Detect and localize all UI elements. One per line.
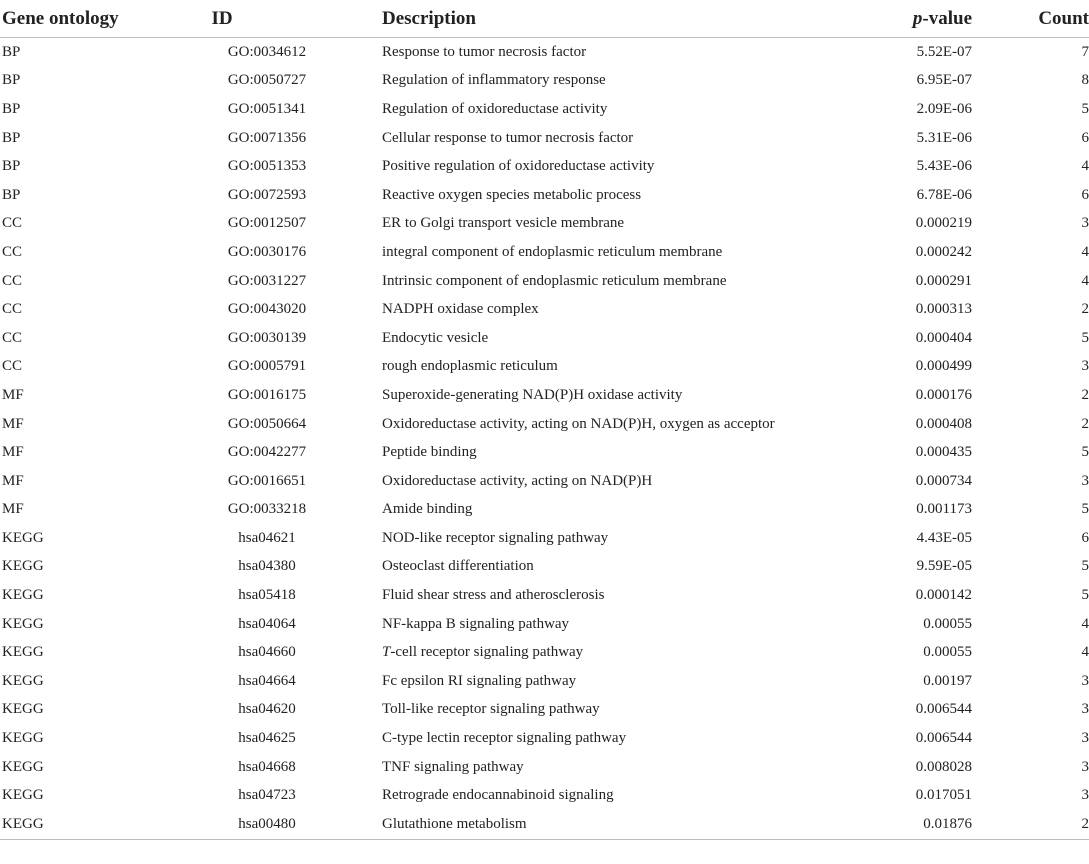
table-row xyxy=(0,810,1089,839)
table-row xyxy=(0,210,1089,239)
cell-ontology: BP xyxy=(2,72,21,89)
cell-description xyxy=(382,295,822,324)
cell-description xyxy=(382,553,822,582)
cell-description-text: NADPH oxidase complex xyxy=(382,301,539,318)
cell-id: hsa04620 xyxy=(238,701,296,718)
cell-pvalue: 0.000734 xyxy=(915,472,972,489)
cell-id: hsa05418 xyxy=(238,587,296,604)
cell-pvalue: 0.017051 xyxy=(915,787,972,804)
cell-description-text: Endocytic vesicle xyxy=(382,329,489,346)
cell-description xyxy=(382,467,822,496)
cell-id: hsa04660 xyxy=(238,644,296,661)
cell-description-text: Toll-like receptor signaling pathway xyxy=(382,701,600,718)
cell-ontology: KEGG xyxy=(2,787,44,804)
cell-description-text: Fluid shear stress and atherosclerosis xyxy=(382,587,605,604)
cell-description-text: C-type lectin receptor signaling pathway xyxy=(382,730,627,747)
cell-ontology: KEGG xyxy=(2,672,44,689)
cell-pvalue: 6.78E-06 xyxy=(916,186,972,203)
cell-description-italic: T xyxy=(382,644,391,661)
table-row xyxy=(0,610,1089,639)
cell-description xyxy=(382,724,822,753)
header-id xyxy=(152,0,382,38)
cell-pvalue: 4.43E-05 xyxy=(916,529,972,546)
cell-ontology: BP xyxy=(2,186,21,203)
cell-ontology: MF xyxy=(2,444,24,461)
cell-description xyxy=(382,753,822,782)
table-row xyxy=(0,667,1089,696)
table-body xyxy=(0,38,1089,840)
cell-count: 4 xyxy=(1081,243,1089,260)
cell-description xyxy=(382,324,822,353)
table-row xyxy=(0,238,1089,267)
cell-description xyxy=(382,381,822,410)
table-row xyxy=(0,581,1089,610)
cell-pvalue: 0.006544 xyxy=(915,730,972,747)
cell-ontology: CC xyxy=(2,272,23,289)
cell-count: 6 xyxy=(1081,529,1089,546)
table-header xyxy=(0,0,1089,38)
cell-count: 4 xyxy=(1081,272,1089,289)
cell-ontology: CC xyxy=(2,358,23,375)
cell-description-text: Fc epsilon RI signaling pathway xyxy=(382,672,577,689)
cell-count: 5 xyxy=(1081,444,1089,461)
cell-description xyxy=(382,267,822,296)
cell-id: hsa04664 xyxy=(238,672,296,689)
cell-description xyxy=(382,67,822,96)
cell-pvalue: 5.31E-06 xyxy=(916,129,972,146)
cell-count: 3 xyxy=(1081,787,1089,804)
cell-id: GO:0016651 xyxy=(227,472,307,489)
header-gene-ontology: Gene ontology xyxy=(0,0,152,38)
cell-pvalue: 0.008028 xyxy=(915,758,972,775)
cell-ontology: KEGG xyxy=(2,758,44,775)
cell-id: hsa04621 xyxy=(238,529,296,546)
cell-count: 3 xyxy=(1081,215,1089,232)
cell-description xyxy=(382,524,822,553)
cell-count: 3 xyxy=(1081,701,1089,718)
cell-id: GO:0051341 xyxy=(227,100,307,117)
cell-ontology: MF xyxy=(2,501,24,518)
table-row xyxy=(0,353,1089,382)
cell-count: 5 xyxy=(1081,501,1089,518)
cell-id: GO:0050664 xyxy=(227,415,307,432)
cell-count: 5 xyxy=(1081,558,1089,575)
cell-count: 7 xyxy=(1081,43,1089,60)
cell-ontology: CC xyxy=(2,215,23,232)
cell-count: 3 xyxy=(1081,672,1089,689)
cell-pvalue: 0.000408 xyxy=(915,415,972,432)
cell-count: 8 xyxy=(1081,72,1089,89)
cell-pvalue: 0.000499 xyxy=(915,358,972,375)
cell-pvalue: 0.001173 xyxy=(916,501,972,518)
cell-id: hsa04380 xyxy=(238,558,296,575)
cell-description xyxy=(382,438,822,467)
cell-id: GO:0034612 xyxy=(227,43,307,60)
cell-pvalue: 0.00197 xyxy=(923,672,972,689)
cell-count: 2 xyxy=(1081,386,1089,403)
cell-description xyxy=(382,124,822,153)
cell-count: 4 xyxy=(1081,158,1089,175)
table-row xyxy=(0,295,1089,324)
cell-ontology: KEGG xyxy=(2,701,44,718)
cell-count: 6 xyxy=(1081,186,1089,203)
table-row xyxy=(0,696,1089,725)
table-row xyxy=(0,152,1089,181)
cell-pvalue: 0.00055 xyxy=(923,615,972,632)
cell-ontology: KEGG xyxy=(2,558,44,575)
cell-id: GO:0016175 xyxy=(227,386,307,403)
cell-pvalue: 5.43E-06 xyxy=(916,158,972,175)
cell-description xyxy=(382,95,822,124)
cell-pvalue: 0.01876 xyxy=(822,810,972,839)
cell-id: hsa04668 xyxy=(238,758,296,775)
cell-ontology: MF xyxy=(2,415,24,432)
cell-id: GO:0005791 xyxy=(227,358,307,375)
cell-description xyxy=(382,496,822,525)
cell-ontology: BP xyxy=(2,43,21,60)
cell-id: GO:0031227 xyxy=(227,272,307,289)
cell-count: 3 xyxy=(1081,358,1089,375)
cell-description-text: Superoxide-generating NAD(P)H oxidase activity xyxy=(382,386,683,403)
cell-pvalue: 0.000313 xyxy=(915,301,972,318)
cell-description xyxy=(382,238,822,267)
cell-description xyxy=(382,781,822,810)
cell-description-text: Regulation of oxidoreductase activity xyxy=(382,100,608,117)
table-row xyxy=(0,38,1089,67)
cell-ontology: KEGG xyxy=(2,644,44,661)
table-row xyxy=(0,781,1089,810)
cell-pvalue: 0.000291 xyxy=(915,272,972,289)
cell-description-text: Response to tumor necrosis factor xyxy=(382,43,587,60)
cell-description-text: Peptide binding xyxy=(382,444,477,461)
cell-count: 3 xyxy=(1081,758,1089,775)
table-row xyxy=(0,381,1089,410)
cell-description-text: TNF signaling pathway xyxy=(382,758,524,775)
cell-count: 4 xyxy=(1081,615,1089,632)
cell-ontology: BP xyxy=(2,100,21,117)
cell-description-text: Glutathione metabolism xyxy=(382,815,527,832)
cell-pvalue: 0.000219 xyxy=(915,215,972,232)
table-row xyxy=(0,267,1089,296)
table-row xyxy=(0,724,1089,753)
cell-id: GO:0030176 xyxy=(227,243,307,260)
cell-ontology: CC xyxy=(2,243,23,260)
cell-description-text: NOD-like receptor signaling pathway xyxy=(382,529,609,546)
cell-description-text: Oxidoreductase activity, acting on NAD(P)H xyxy=(382,472,653,489)
cell-ontology: BP xyxy=(2,158,21,175)
cell-description-text: Retrograde endocannabinoid signaling xyxy=(382,787,614,804)
cell-count: 6 xyxy=(1081,129,1089,146)
cell-id: hsa04064 xyxy=(238,615,296,632)
table-row xyxy=(0,324,1089,353)
cell-count: 3 xyxy=(1081,472,1089,489)
cell-ontology: KEGG xyxy=(2,529,44,546)
cell-id: hsa04625 xyxy=(238,730,296,747)
cell-description xyxy=(382,353,822,382)
table-row xyxy=(0,410,1089,439)
cell-description xyxy=(382,181,822,210)
cell-pvalue: 0.000176 xyxy=(915,386,972,403)
cell-description-text: Osteoclast differentiation xyxy=(382,558,534,575)
cell-count: 2 xyxy=(972,810,1089,839)
header-pvalue-italic: p xyxy=(912,7,923,29)
header-pvalue-rest: -value xyxy=(922,7,972,29)
cell-description xyxy=(382,667,822,696)
cell-id: GO:0033218 xyxy=(227,501,307,518)
cell-description-text: -cell receptor signaling pathway xyxy=(390,644,584,661)
cell-id: hsa04723 xyxy=(238,787,296,804)
cell-ontology: CC xyxy=(2,329,23,346)
table-row xyxy=(0,67,1089,96)
cell-pvalue: 0.000142 xyxy=(915,587,972,604)
cell-description xyxy=(382,696,822,725)
cell-description xyxy=(382,610,822,639)
cell-ontology: KEGG xyxy=(2,615,44,632)
table-row xyxy=(0,753,1089,782)
table-row xyxy=(0,181,1089,210)
cell-pvalue: 0.000435 xyxy=(915,444,972,461)
cell-description xyxy=(382,410,822,439)
cell-id: GO:0012507 xyxy=(227,215,307,232)
cell-id: GO:0043020 xyxy=(227,301,307,318)
cell-description-text: Oxidoreductase activity, acting on NAD(P)H, oxygen as acceptor xyxy=(382,415,775,432)
cell-id: GO:0072593 xyxy=(227,186,307,203)
table-row xyxy=(0,496,1089,525)
cell-description-text: Positive regulation of oxidoreductase activity xyxy=(382,158,655,175)
cell-ontology: KEGG xyxy=(2,587,44,604)
cell-description-text: Intrinsic component of endoplasmic reticulum membrane xyxy=(382,272,727,289)
cell-count: 4 xyxy=(1081,644,1089,661)
cell-id: GO:0051353 xyxy=(227,158,307,175)
table-row xyxy=(0,124,1089,153)
cell-count: 5 xyxy=(1081,587,1089,604)
cell-description xyxy=(382,581,822,610)
table-row xyxy=(0,524,1089,553)
cell-count: 5 xyxy=(1081,100,1089,117)
table-row xyxy=(0,95,1089,124)
cell-ontology: KEGG xyxy=(2,730,44,747)
cell-ontology: BP xyxy=(2,129,21,146)
cell-description-text: integral component of endoplasmic reticulum membrane xyxy=(382,243,723,260)
header-pvalue xyxy=(822,0,972,38)
cell-description-text: ER to Golgi transport vesicle membrane xyxy=(382,215,625,232)
cell-ontology: MF xyxy=(2,386,24,403)
table-row xyxy=(0,467,1089,496)
table-row xyxy=(0,638,1089,667)
cell-count: 3 xyxy=(1081,730,1089,747)
cell-description xyxy=(382,638,822,667)
cell-id: GO:0030139 xyxy=(227,329,307,346)
cell-pvalue: 6.95E-07 xyxy=(916,72,972,89)
cell-pvalue: 0.000404 xyxy=(915,329,972,346)
cell-description-text: Cellular response to tumor necrosis factor xyxy=(382,129,634,146)
cell-pvalue: 0.006544 xyxy=(915,701,972,718)
header-id-label: ID xyxy=(211,7,233,29)
cell-ontology: KEGG xyxy=(0,810,152,839)
cell-id: GO:0050727 xyxy=(227,72,307,89)
cell-description-text: Reactive oxygen species metabolic process xyxy=(382,186,642,203)
cell-count: 5 xyxy=(1081,329,1089,346)
cell-id: hsa00480 xyxy=(152,810,382,839)
cell-description xyxy=(382,38,822,67)
table-row xyxy=(0,553,1089,582)
cell-description-text: NF-kappa B signaling pathway xyxy=(382,615,570,632)
header-row xyxy=(0,0,1089,38)
cell-id: GO:0071356 xyxy=(227,129,307,146)
cell-pvalue: 2.09E-06 xyxy=(916,100,972,117)
cell-description-text: rough endoplasmic reticulum xyxy=(382,358,558,375)
cell-count: 2 xyxy=(1081,301,1089,318)
cell-ontology: CC xyxy=(2,301,23,318)
cell-id: GO:0042277 xyxy=(227,444,307,461)
cell-description-text: Regulation of inflammatory response xyxy=(382,72,606,89)
cell-pvalue: 0.000242 xyxy=(915,243,972,260)
cell-pvalue: 0.00055 xyxy=(923,644,972,661)
cell-pvalue: 5.52E-07 xyxy=(916,43,972,60)
cell-count: 2 xyxy=(1081,415,1089,432)
cell-description xyxy=(382,810,822,839)
header-description: Description xyxy=(382,0,822,38)
cell-description-text: Amide binding xyxy=(382,501,473,518)
table-row xyxy=(0,438,1089,467)
header-count: Count xyxy=(972,0,1089,38)
cell-pvalue: 9.59E-05 xyxy=(916,558,972,575)
cell-description xyxy=(382,210,822,239)
cell-description xyxy=(382,152,822,181)
cell-ontology: MF xyxy=(2,472,24,489)
